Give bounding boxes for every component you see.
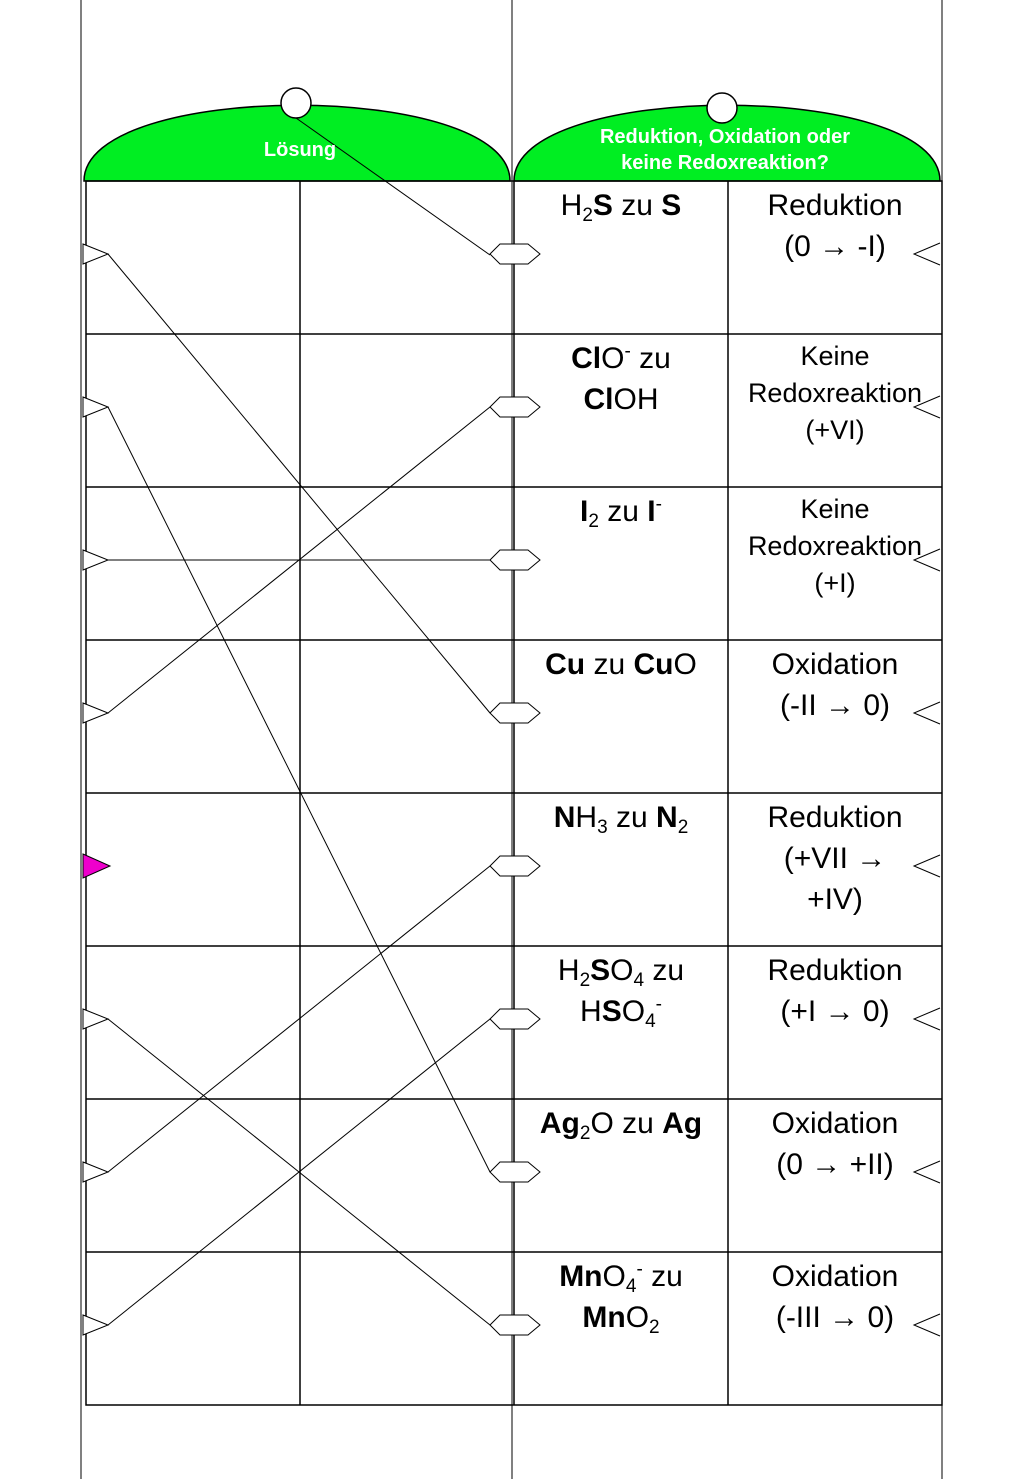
question-cell bbox=[514, 491, 728, 532]
answer-cell bbox=[728, 644, 942, 726]
question-cell bbox=[514, 1256, 728, 1338]
header-right-line2: keine Redoxreaktion? bbox=[621, 152, 829, 174]
formula-part: Mn bbox=[559, 1260, 603, 1293]
formula-part: 4 bbox=[645, 1011, 656, 1032]
answer-line: (+VI) bbox=[805, 415, 865, 445]
formula-part: S bbox=[592, 189, 613, 222]
formula-part: Ag bbox=[662, 1107, 703, 1140]
answer-line: (+I) bbox=[814, 568, 856, 598]
formula-part: S bbox=[661, 189, 682, 222]
formula-part: O bbox=[601, 342, 625, 375]
answer-line: Keine bbox=[800, 494, 870, 524]
answer-cell bbox=[728, 797, 942, 920]
answer-cell bbox=[728, 1103, 942, 1185]
answer-line: Reduktion bbox=[767, 954, 903, 987]
answer-line: Oxidation bbox=[771, 1107, 899, 1140]
connection-lines bbox=[108, 254, 490, 1325]
formula-part: O bbox=[610, 954, 634, 987]
formula-part: 2 bbox=[579, 1123, 591, 1144]
notch-left-marker bbox=[83, 1315, 108, 1335]
formula-part: zu bbox=[585, 648, 634, 681]
question-cell bbox=[514, 338, 728, 420]
tab-marker bbox=[490, 244, 540, 264]
formula-part: 2 bbox=[582, 205, 593, 226]
answer-line: (0 → -I) bbox=[784, 230, 886, 263]
notch-left-marker bbox=[83, 550, 108, 570]
formula-part: 4 bbox=[625, 1276, 637, 1297]
formula-part: 4 bbox=[633, 970, 645, 991]
formula-part: - bbox=[655, 994, 662, 1015]
answer-line: Redoxreaktion bbox=[747, 531, 923, 561]
answer-line: Oxidation bbox=[771, 1260, 899, 1293]
header-right-title bbox=[560, 124, 890, 176]
formula-part: - bbox=[636, 1259, 643, 1280]
answer-cell bbox=[728, 1256, 942, 1338]
formula-part: S bbox=[601, 995, 622, 1028]
answer-line: Reduktion bbox=[767, 801, 903, 834]
formula-part: S bbox=[590, 954, 611, 987]
notch-left-marker bbox=[83, 244, 108, 264]
formula-part: 2 bbox=[588, 511, 599, 532]
punch-hole-right bbox=[707, 93, 737, 123]
formula-part: - bbox=[655, 494, 662, 515]
answer-cell bbox=[728, 950, 942, 1032]
formula-part: Cl bbox=[583, 383, 614, 416]
notch-left-marker bbox=[83, 1009, 108, 1029]
formula-part: N bbox=[656, 801, 678, 834]
formula-part: O bbox=[625, 1301, 650, 1334]
formula-part: zu bbox=[598, 495, 648, 528]
formula-part: - bbox=[624, 341, 631, 362]
answer-line: (+I → 0) bbox=[780, 995, 890, 1028]
formula-part: H bbox=[557, 954, 580, 987]
connection-line bbox=[108, 407, 490, 1172]
question-cell bbox=[514, 950, 728, 1032]
formula-part: O bbox=[602, 1260, 626, 1293]
formula-part: Cu bbox=[545, 648, 586, 681]
answer-line: Reduktion bbox=[767, 189, 903, 222]
formula-part: zu bbox=[644, 954, 685, 987]
formula-part: Mn bbox=[582, 1301, 626, 1334]
tab-marker bbox=[490, 1162, 540, 1182]
formula-part: zu bbox=[642, 1260, 683, 1293]
tab-marker bbox=[490, 550, 540, 570]
answer-line: Keine bbox=[800, 341, 870, 371]
header-left-title: Lösung bbox=[263, 139, 337, 161]
formula-part: Cu bbox=[633, 648, 674, 681]
connection-line bbox=[108, 866, 490, 1172]
header-right-line1: Reduktion, Oxidation oder bbox=[599, 126, 850, 148]
answer-line: +IV) bbox=[807, 883, 863, 916]
formula-part: O bbox=[621, 995, 646, 1028]
tab-marker bbox=[490, 703, 540, 723]
formula-part: 2 bbox=[579, 970, 591, 991]
formula-part: I bbox=[647, 495, 656, 528]
formula-part: N bbox=[553, 801, 576, 834]
formula-part: 3 bbox=[597, 817, 608, 838]
formula-part: H bbox=[580, 995, 602, 1028]
notch-left-marker bbox=[83, 1162, 108, 1182]
formula-part: H bbox=[560, 189, 583, 222]
formula-part: O zu bbox=[590, 1107, 663, 1140]
formula-part: 2 bbox=[649, 1317, 660, 1338]
notch-left-marker bbox=[83, 397, 108, 417]
formula-part: Cl bbox=[571, 342, 602, 375]
answer-line: (-II → 0) bbox=[780, 689, 890, 722]
connection-line bbox=[108, 254, 490, 713]
answer-cell bbox=[728, 185, 942, 267]
punch-hole-left bbox=[281, 88, 311, 118]
answer-line: (0 → +II) bbox=[776, 1148, 894, 1181]
highlight-marker bbox=[83, 854, 110, 878]
formula-part: OH bbox=[613, 383, 659, 416]
answer-cell bbox=[728, 338, 942, 449]
formula-part: H bbox=[575, 801, 598, 834]
formula-part: zu bbox=[607, 801, 657, 834]
formula-part: zu bbox=[630, 342, 671, 375]
formula-part: 2 bbox=[677, 817, 689, 838]
question-cell bbox=[514, 797, 728, 838]
answer-line: (-III → 0) bbox=[775, 1301, 895, 1334]
question-cell bbox=[514, 1103, 728, 1144]
formula-part: I bbox=[580, 495, 589, 528]
answer-cell bbox=[728, 491, 942, 602]
answer-line: Oxidation bbox=[771, 648, 899, 681]
notch-left-marker bbox=[83, 703, 108, 723]
answer-line: Redoxreaktion bbox=[747, 378, 923, 408]
formula-part: zu bbox=[612, 189, 662, 222]
tab-marker bbox=[490, 856, 540, 876]
question-cell bbox=[514, 185, 728, 226]
question-cell bbox=[514, 644, 728, 685]
formula-part: O bbox=[673, 648, 697, 681]
answer-line: (+VII → bbox=[783, 842, 887, 875]
formula-part: Ag bbox=[539, 1107, 580, 1140]
